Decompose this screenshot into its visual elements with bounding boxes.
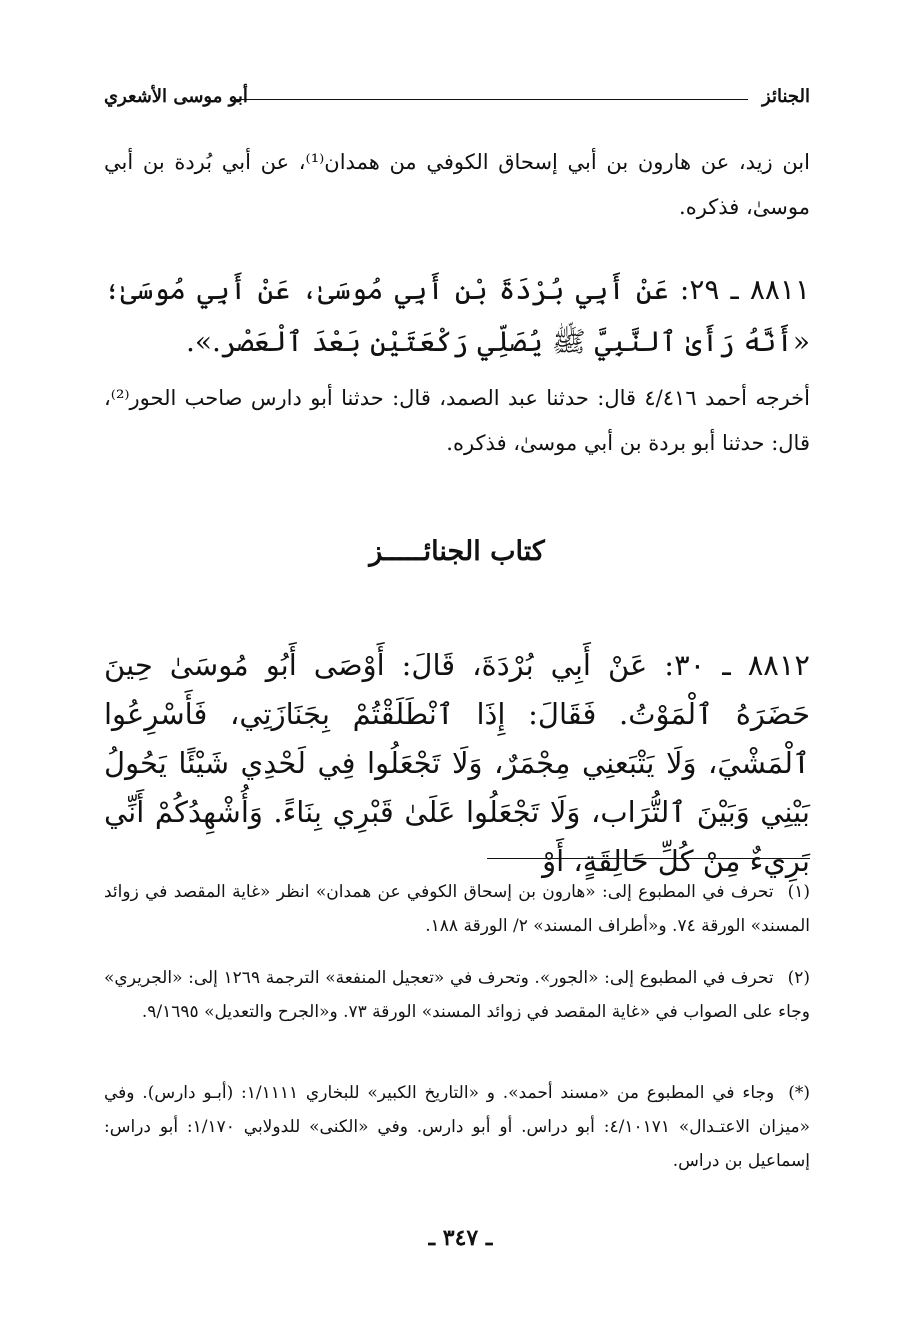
hadith-8811: ٨٨١١ ـ ٢٩: عَنْ أَبِي بُرْدَةَ بْن أَبِي مُوسَىٰ، عَنْ أَبِي مُوسَىٰ؛ «أَنَّهُ رَأَىٰ ٱلنَّبِيَّ ﷺ يُصَلِّي رَكْعَتَيْن بَعْدَ ٱلْعَصْر.». bbox=[104, 273, 810, 358]
hadith-8812: ٨٨١٢ ـ ٣٠: عَنْ أَبِي بُرْدَةَ، قَالَ: أَوْصَى أَبُو مُوسَىٰ حِينَ حَضَرَهُ ٱلْمَوْتُ. فَقَالَ: إِذَا ٱنْطَلَقْتُمْ بِجَنَازَتِي، فَأَسْرِعُوا ٱلْمَشْيَ، وَلَا يَتْبَعنِي مِجْمَرٌ، وَلَا تَجْعَلُوا فِي لَحْدِي شَيْئًا يَحُولُ بَيْنِي وَبَيْنَ ٱلتُّرَاب، وَلَا تَجْعَلُوا عَلَىٰ قَبْرِي بِنَاءً. وَأُشْهِدُكُمْ أَنِّي بَرِيءٌ مِنْ كُلِّ حَالِقَةٍ، أَوْ bbox=[104, 648, 811, 878]
footnote-text: وجاء في المطبوع من «مسند أحمد». و «التاريخ الكبير» للبخاري ١/١١١١: (أبـو دارس). وفي «ميزان الاعتـدال» ٤/١٠١٧١: أبو دراس. أو أبو دارس. وفي «الكنى» للدولابي ١/١٧٠: أبو دراس: إسماعيل بن دراس. bbox=[104, 1083, 810, 1171]
footnote-text: تحرف في المطبوع إلى: «هارون بن إسحاق الكوفي عن همدان» انظر «غاية المقصد في زوائد المسند» الورقة ٧٤. و«أطراف المسند» ٢/ الورقة ١٨٨. bbox=[104, 882, 810, 936]
footnote-text: تحرف في المطبوع إلى: «الجور». وتحرف في «تعجيل المنفعة» الترجمة ١٢٦٩ إلى: «الجريري» وجاء على الصواب في «غاية المقصد في زوائد المسند» الورقة ٧٣. و«الجرح والتعديل» ٩/١٦٩٥. bbox=[104, 968, 810, 1022]
footnote-star bbox=[104, 1076, 810, 1178]
page-number: ـ ٣٤٧ ـ bbox=[428, 1225, 493, 1251]
footnote-number: (١) bbox=[787, 882, 810, 902]
takhrij-8811: أخرجه أحمد ٤/٤١٦ قال: حدثنا عبد الصمد، قال: حدثنا أبو دارس صاحب الحور⁽²⁾، قال: حدثنا أبو بردة بن أبي موسىٰ، فذكره. bbox=[104, 386, 810, 455]
header-companion-name: أبو موسى الأشعري bbox=[104, 86, 248, 107]
footnote-1 bbox=[104, 875, 810, 943]
chapter-title: كتاب الجنائـــــز bbox=[369, 536, 545, 567]
footnote-number: (*) bbox=[788, 1083, 810, 1103]
footnote-2 bbox=[104, 961, 810, 1029]
footnote-rule bbox=[487, 858, 810, 859]
running-header bbox=[104, 86, 810, 116]
header-rule bbox=[234, 99, 748, 100]
header-chapter-name: الجنائز bbox=[762, 86, 810, 107]
intro-paragraph: ابن زيد، عن هارون بن أبي إسحاق الكوفي من همدان⁽¹⁾، عن أبي بُردة بن أبي موسىٰ، فذكره. bbox=[104, 150, 810, 219]
footnote-number: (٢) bbox=[787, 968, 810, 988]
